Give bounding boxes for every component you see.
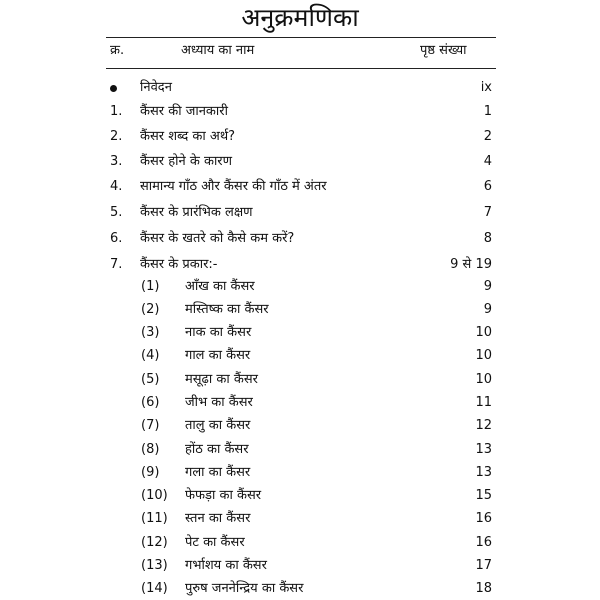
subentry-page: 13 [475, 465, 492, 480]
entry-number: 1. [110, 104, 123, 119]
subentry-name: फेफड़ा का कैंसर [185, 488, 262, 503]
entry-name: कैंसर के प्रारंभिक लक्षण [140, 205, 253, 220]
toc-subentry [0, 578, 600, 600]
entry-number: 2. [110, 129, 123, 144]
subentry-number: (1) [141, 279, 160, 294]
entry-name: कैंसर के प्रकार:- [140, 257, 218, 272]
toc-entry [0, 254, 600, 276]
entry-name: कैंसर की जानकारी [140, 104, 228, 119]
toc-subentry [0, 485, 600, 507]
subentry-name: पेट का कैंसर [185, 535, 245, 550]
toc-entry [0, 228, 600, 250]
header-top-rule [106, 37, 496, 38]
toc-entry [0, 151, 600, 173]
toc-entry [0, 126, 600, 148]
entry-name: कैंसर होने के कारण [140, 154, 233, 169]
toc-subentry [0, 276, 600, 298]
subentry-name: गला का कैंसर [185, 465, 251, 480]
subentry-page: 13 [475, 442, 492, 457]
toc-subentry [0, 299, 600, 321]
subentry-page: 16 [475, 535, 492, 550]
bullet-icon [110, 85, 117, 92]
subentry-number: (9) [141, 465, 160, 480]
header-number: क्र. [110, 43, 125, 58]
subentry-number: (14) [141, 581, 168, 596]
entry-number: 4. [110, 179, 123, 194]
toc-entry [0, 101, 600, 123]
subentry-number: (6) [141, 395, 160, 410]
subentry-name: नाक का कैंसर [185, 325, 252, 340]
subentry-number: (12) [141, 535, 168, 550]
toc-entry [0, 202, 600, 224]
subentry-number: (13) [141, 558, 168, 573]
subentry-name: गर्भाशय का कैंसर [185, 558, 267, 573]
subentry-number: (4) [141, 348, 160, 363]
toc-entry [0, 77, 600, 99]
toc-subentry [0, 462, 600, 484]
toc-subentry [0, 439, 600, 461]
entry-page: 2 [483, 129, 492, 144]
toc-subentry [0, 508, 600, 530]
subentry-name: पुरुष जननेन्द्रिय का कैंसर [185, 581, 304, 596]
subentry-number: (11) [141, 511, 168, 526]
subentry-page: 12 [475, 418, 492, 433]
entry-page: 6 [483, 179, 492, 194]
header-page-number: पृष्ठ संख्या [420, 43, 467, 58]
entry-name: कैंसर के खतरे को कैसे कम करें? [140, 231, 295, 246]
entry-number: 3. [110, 154, 123, 169]
entry-page: 9 से 19 [450, 257, 492, 272]
subentry-page: 9 [483, 279, 492, 294]
subentry-page: 18 [475, 581, 492, 596]
subentry-page: 10 [475, 372, 492, 387]
entry-number: 6. [110, 231, 123, 246]
entry-number: 5. [110, 205, 123, 220]
header-bottom-rule [106, 68, 496, 69]
entry-number: 7. [110, 257, 123, 272]
subentry-page: 15 [475, 488, 492, 503]
entry-page: 7 [483, 205, 492, 220]
subentry-page: 10 [475, 348, 492, 363]
subentry-name: होंठ का कैंसर [185, 442, 249, 457]
subentry-number: (3) [141, 325, 160, 340]
subentry-page: 17 [475, 558, 492, 573]
entry-name: निवेदन [140, 80, 172, 95]
toc-subentry [0, 392, 600, 414]
subentry-number: (7) [141, 418, 160, 433]
subentry-name: जीभ का कैंसर [185, 395, 253, 410]
entry-name: कैंसर शब्द का अर्थ? [140, 129, 236, 144]
entry-page: 4 [483, 154, 492, 169]
subentry-name: गाल का कैंसर [185, 348, 251, 363]
subentry-number: (2) [141, 302, 160, 317]
subentry-page: 10 [475, 325, 492, 340]
toc-entry [0, 176, 600, 198]
subentry-name: मस्तिष्क का कैंसर [185, 302, 269, 317]
subentry-number: (5) [141, 372, 160, 387]
subentry-page: 9 [483, 302, 492, 317]
header-chapter-name: अध्याय का नाम [181, 43, 255, 58]
toc-subentry [0, 555, 600, 577]
toc-subentry [0, 369, 600, 391]
entry-name: सामान्य गाँठ और कैंसर की गाँठ में अंतर [140, 179, 327, 194]
subentry-page: 16 [475, 511, 492, 526]
page-title: अनुक्रमणिका [241, 3, 359, 32]
subentry-name: आँख का कैंसर [185, 279, 255, 294]
toc-subentry [0, 322, 600, 344]
subentry-page: 11 [475, 395, 492, 410]
subentry-number: (10) [141, 488, 168, 503]
subentry-name: मसूढ़ा का कैंसर [185, 372, 258, 387]
entry-page: ix [480, 80, 492, 95]
subentry-name: स्तन का कैंसर [185, 511, 251, 526]
subentry-name: तालु का कैंसर [185, 418, 251, 433]
toc-subentry [0, 532, 600, 554]
toc-subentry [0, 415, 600, 437]
entry-page: 8 [483, 231, 492, 246]
subentry-number: (8) [141, 442, 160, 457]
entry-page: 1 [483, 104, 492, 119]
toc-subentry [0, 345, 600, 367]
